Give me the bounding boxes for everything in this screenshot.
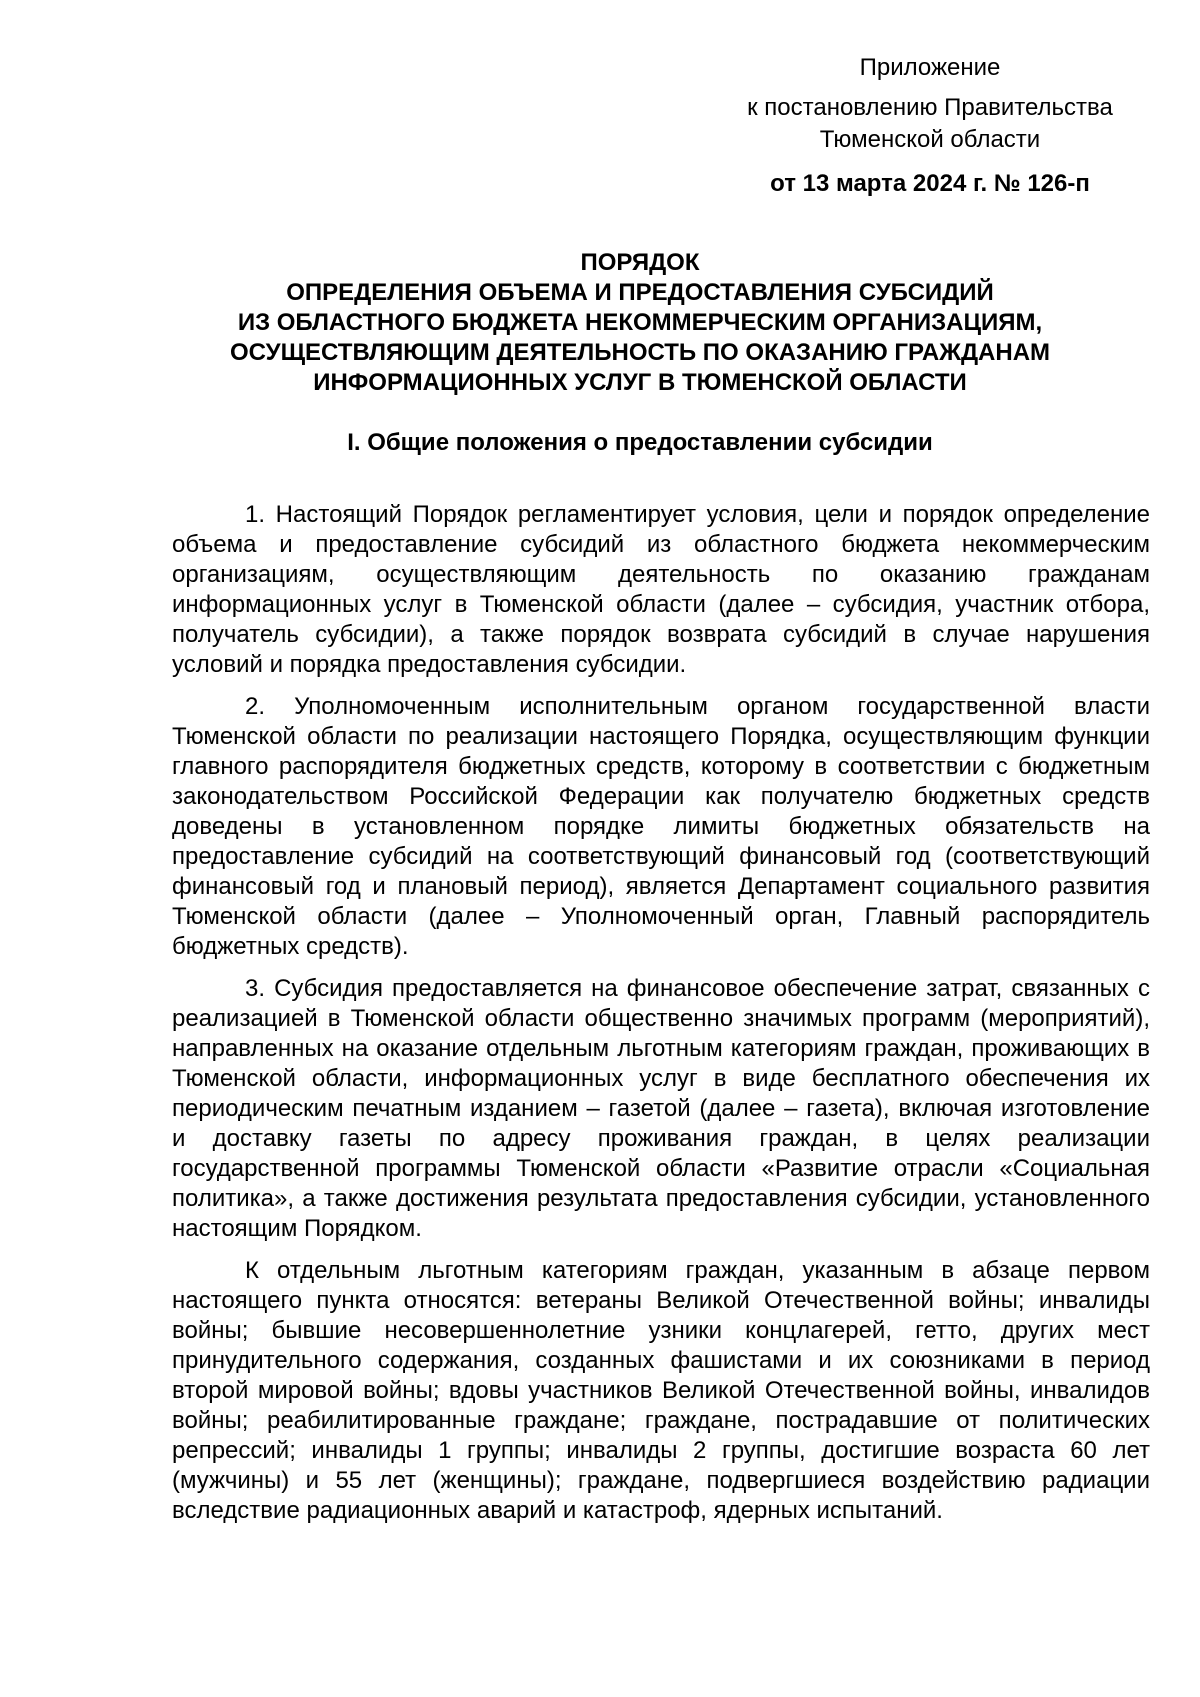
document-title — [160, 248, 1120, 398]
section-heading: I. Общие положения о предоставлении субсидии — [347, 429, 933, 456]
paragraph-1: 1. Настоящий Порядок регламентирует условия, цели и порядок определение объема и предоставление субсидий из областного бюджета некоммерческим организациям, осуществляющим деятельность по оказанию гражданам информационных услуг в Тюменской области (далее – субсидия, участник отбора, получатель субсидии), а также порядок возврата субсидий в случае нарушения условий и порядка предоставления субсидии. — [172, 501, 1150, 678]
appendix-date: от 13 марта 2024 г. № 126-п — [770, 170, 1090, 197]
document-body — [172, 500, 1150, 1538]
title-line-5: ИНФОРМАЦИОННЫХ УСЛУГ В ТЮМЕНСКОЙ ОБЛАСТИ — [313, 369, 967, 396]
title-line-2: ОПРЕДЕЛЕНИЯ ОБЪЕМА И ПРЕДОСТАВЛЕНИЯ СУБСИДИЙ — [286, 279, 994, 306]
paragraph-3: 3. Субсидия предоставляется на финансовое обеспечение затрат, связанных с реализацией в Тюменской области общественно значимых программ (мероприятий), направленных на оказание отдельным льготным категориям граждан, проживающих в Тюменской области, информационных услуг в виде бесплатного обеспечения их периодическим печатным изданием – газетой (далее – газета), включая изготовление и доставку газеты по адресу проживания граждан, в целях реализации государственной программы Тюменской области «Развитие отрасли «Социальная политика», а также достижения результата предоставления субсидии, установленного настоящим Порядком. — [172, 975, 1150, 1242]
title-line-1: ПОРЯДОК — [580, 249, 700, 276]
appendix-reference-line1: к постановлению Правительства — [747, 94, 1113, 121]
paragraph-2: 2. Уполномоченным исполнительным органом государственной власти Тюменской области по реализации настоящего Порядка, осуществляющим функции главного распорядителя бюджетных средств, которому в соответствии с бюджетным законодательством Российской Федерации как получателю бюджетных средств доведены в установленном порядке лимиты бюджетных обязательств на предоставление субсидий на соответствующий финансовый год (соответствующий финансовый год и плановый период), является Департамент социального развития Тюменской области (далее – Уполномоченный орган, Главный распорядитель бюджетных средств). — [172, 693, 1150, 960]
appendix-header — [700, 52, 1160, 200]
appendix-reference-line2: Тюменской области — [819, 126, 1041, 153]
title-line-3: ИЗ ОБЛАСТНОГО БЮДЖЕТА НЕКОММЕРЧЕСКИМ ОРГАНИЗАЦИЯМ, — [237, 309, 1043, 336]
title-line-4: ОСУЩЕСТВЛЯЮЩИМ ДЕЯТЕЛЬНОСТЬ ПО ОКАЗАНИЮ ГРАЖДАНАМ — [229, 339, 1051, 366]
appendix-title: Приложение — [859, 54, 1001, 81]
paragraph-4: К отдельным льготным категориям граждан, указанным в абзаце первом настоящего пункта относятся: ветераны Великой Отечественной войны; инвалиды войны; бывшие несовершеннолетние узники концлагерей, гетто, других мест принудительного содержания, созданных фашистами и их союзниками в период второй мировой войны; вдовы участников Великой Отечественной войны, инвалидов войны; реабилитированные граждане; граждане, пострадавшие от политических репрессий; инвалиды 1 группы; инвалиды 2 группы, достигшие возраста 60 лет (мужчины) и 55 лет (женщины); граждане, подвергшиеся воздействию радиации вследствие радиационных аварий и катастроф, ядерных испытаний. — [172, 1257, 1150, 1524]
